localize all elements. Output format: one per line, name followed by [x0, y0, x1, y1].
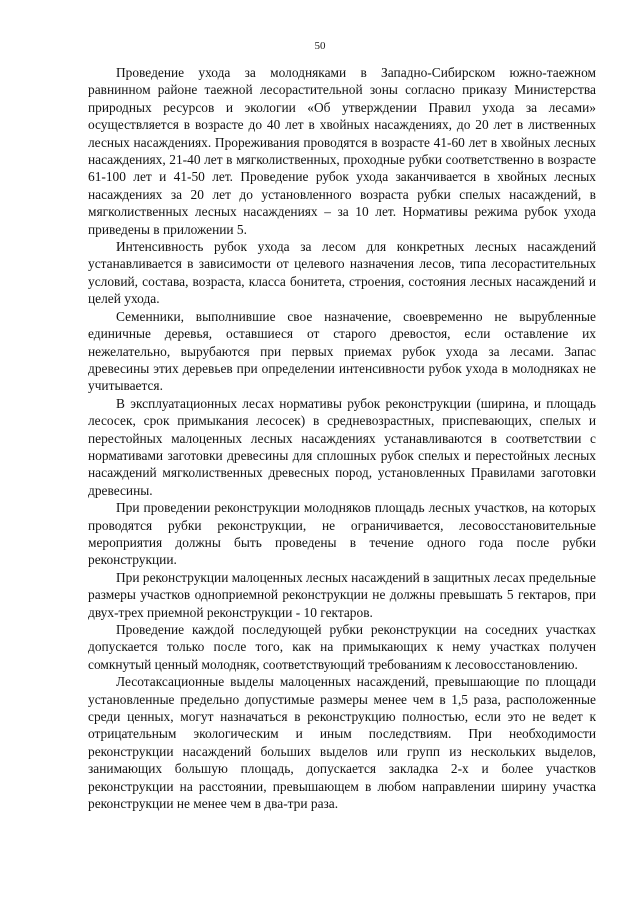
paragraph-subsequent-cuttings: Проведение каждой последующей рубки реконструкции на соседних участках допускается только после того, как на примыкающих к нему участках получен сомкнутый ценный молодняк, соответствующий требованиям к лесовосстановлению. — [88, 622, 596, 672]
page-number: 50 — [314, 40, 326, 52]
paragraph-young-stand-reconstruction: При проведении реконструкции молодняков площадь лесных участков, на которых проводятся рубки реконструкции, не ограничивается, лесовосстановительные мероприятия должны быть проведены в течение одного года после рубки реконструкции. — [88, 500, 596, 568]
paragraph-protective-forests: При реконструкции малоценных лесных насаждений в защитных лесах предельные размеры участков одноприемной реконструкции не должны превышать 5 гектаров, при двух-трех приемной реконструкции - 10 гектаров. — [88, 569, 596, 620]
paragraph-seed-trees: Семенники, выполнившие свое назначение, своевременно не вырубленные единичные деревья, оставшиеся от старого древостоя, если оставление их нежелательно, вырубаются при первых приемах рубок ухода за лесами. Запас древесины этих деревьев при определении интенсивности рубок ухода в молодняках не учитывается. — [88, 308, 596, 394]
paragraph-thinning-intensity: Интенсивность рубок ухода за лесом для конкретных лесных насаждений устанавливается в зависимости от целевого назначения лесов, типа лесорастительных условий, состава, возраста, класса бонитета, строения, состояния лесных насаждений и целей ухода. — [88, 239, 596, 307]
paragraph-forest-inventory-units: Лесотаксационные выделы малоценных насаждений, превышающие по площади установленные предельно допустимые размеры менее чем в 1,5 раза, расположенные среди ценных, могут назначаться в реконструкцию полностью, если это не ведет к отрицательным экологическим и иным последствиям. При необходимости реконструкции насаждений больших выделов или групп из нескольких выделов, занимающих большую площадь, допускается закладка 2-х и более участков реконструкции на расстоянии, превышающем в любом направлении ширину участка реконструкции не менее чем в два-три раза. — [88, 674, 596, 812]
paragraph-reconstruction-norms: В эксплуатационных лесах нормативы рубок реконструкции (ширина, и площадь лесосек, срок примыкания лесосек) в средневозрастных, приспевающих, спелых и перестойных малоценных лесных насаждениях устанавливаются в соответствии с нормативами заготовки древесины для сплошных рубок спелых и перестойных лесных насаждений мягколиственных древесных пород, установленных Правилами заготовки древесины. — [88, 395, 596, 498]
paragraph-care-of-young-stands: Проведение ухода за молодняками в Западно-Сибирском южно-таежном равнинном районе таежной лесорастительной зоны согласно приказу Министерства природных ресурсов и экологии «Об утверждении Правил ухода за лесами» осуществляется в возрасте до 40 лет в хвойных насаждениях, до 20 лет в лиственных лесных насаждениях. Прореживания проводятся в возрасте 41-60 лет в хвойных лесных насаждениях, 21-40 лет в мягколиственных, проходные рубки соответственно в возрасте 61-100 лет и 41-50 лет. Проведение рубок ухода заканчивается в хвойных лесных насаждениях за 20 лет до установленного возраста рубки спелых насаждений, в мягколиственных лесных насаждениях – за 10 лет. Нормативы режима рубок ухода приведены в приложении 5. — [88, 65, 596, 237]
document-body — [88, 64, 596, 812]
